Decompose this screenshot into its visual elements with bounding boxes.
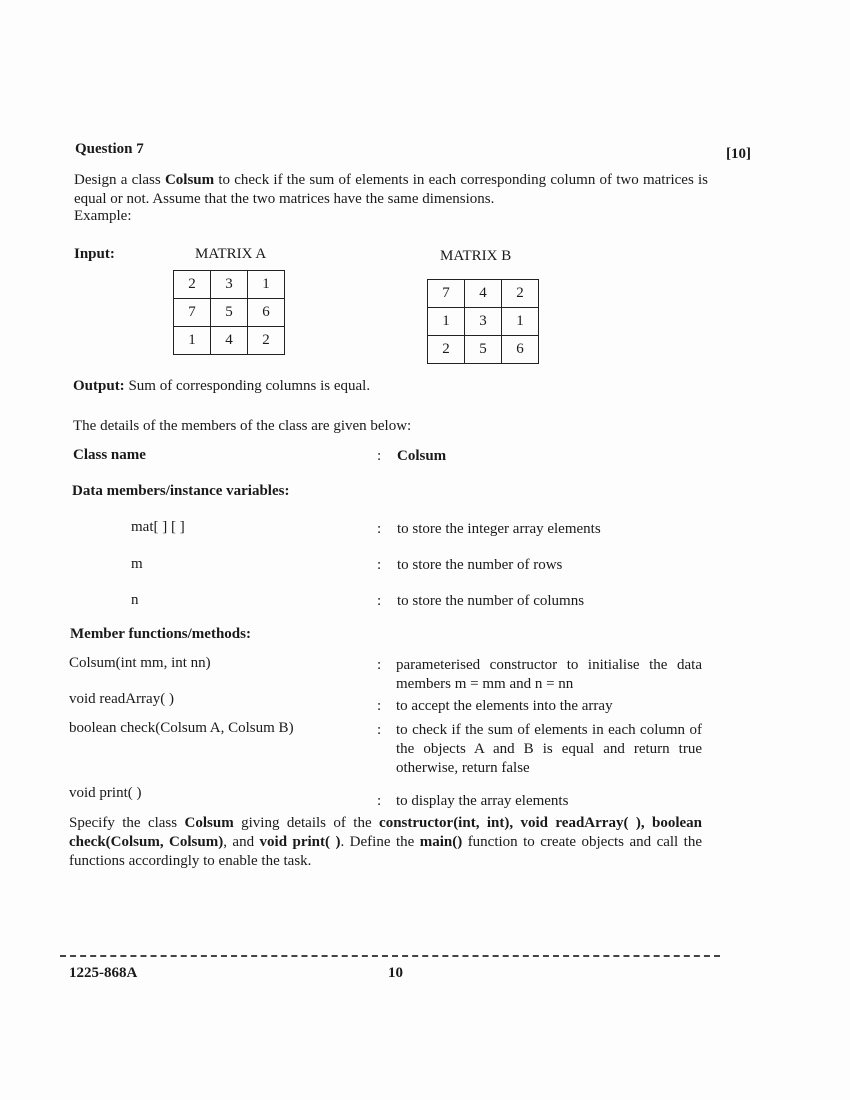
colon: :: [377, 698, 382, 714]
intro-paragraph: [74, 171, 708, 209]
specify-paragraph: [69, 814, 702, 871]
method-desc: to display the array elements: [396, 793, 569, 809]
footer-divider: [60, 955, 720, 957]
data-member-name: mat[ ] [ ]: [131, 519, 185, 535]
matrix-row: [428, 336, 539, 364]
class-name-bold: Colsum: [164, 172, 215, 188]
matrix-cell: 6: [502, 336, 539, 364]
footer-code: 1225-868A: [69, 965, 138, 981]
colon: :: [377, 557, 382, 573]
matrix-cell: 6: [248, 299, 285, 327]
class-name-label: Class name: [73, 447, 146, 463]
specify-text: , and: [223, 834, 260, 850]
matrix-cell: 5: [465, 336, 502, 364]
specify-bold: constructor(int, int), void readArray( ), boolean check(Colsum, Colsum): [69, 815, 703, 850]
matrix-row: [174, 271, 285, 299]
matrix-b-title: MATRIX B: [440, 248, 512, 264]
matrix-b-table: [427, 279, 539, 364]
method-desc: to accept the elements into the array: [396, 698, 613, 714]
matrix-cell: 7: [428, 280, 465, 308]
output-text: Sum of corresponding columns is equal.: [124, 378, 371, 394]
intro-text: to check if the sum of elements in each corresponding column of two matrices is equal or not. Assume that the two matrices have the same dimensions.: [74, 172, 708, 207]
details-intro: The details of the members of the class are given below:: [73, 418, 412, 434]
specify-text: . Define the: [340, 834, 420, 850]
matrix-cell: 1: [174, 327, 211, 355]
data-member-desc: to store the number of rows: [397, 557, 563, 573]
data-member-name: m: [131, 556, 143, 572]
matrix-cell: 2: [502, 280, 539, 308]
matrix-cell: 1: [248, 271, 285, 299]
specify-text: Specify the class: [69, 815, 185, 831]
matrix-cell: 3: [465, 308, 502, 336]
matrix-cell: 7: [174, 299, 211, 327]
method-desc: parameterised constructor to initialise the data members m = mm and n = nn: [396, 657, 702, 692]
specify-text: function to create objects and call the functions accordingly to enable the task.: [69, 834, 702, 869]
matrix-cell: 4: [211, 327, 248, 355]
colon: :: [377, 521, 382, 537]
specify-text: giving details of the: [233, 815, 380, 831]
example-label: Example:: [74, 208, 132, 224]
methods-heading: Member functions/methods:: [70, 626, 251, 642]
matrix-cell: 2: [174, 271, 211, 299]
output-label: Output:: [73, 378, 125, 394]
method-name: Colsum(int mm, int nn): [69, 655, 211, 671]
matrix-row: [428, 280, 539, 308]
matrix-row: [174, 327, 285, 355]
method-name: boolean check(Colsum A, Colsum B): [69, 720, 294, 736]
matrix-row: [174, 299, 285, 327]
colon: :: [377, 657, 382, 673]
matrix-cell: 4: [465, 280, 502, 308]
input-label: Input:: [74, 246, 115, 262]
method-desc: to check if the sum of elements in each column of the objects A and B is equal and return true otherwise, return false: [396, 722, 702, 776]
method-name: void readArray( ): [69, 691, 174, 707]
matrix-row: [428, 308, 539, 336]
data-member-name: n: [131, 592, 139, 608]
class-name-value: Colsum: [397, 448, 447, 464]
specify-bold: Colsum: [184, 815, 234, 831]
matrix-cell: 2: [248, 327, 285, 355]
matrix-cell: 1: [428, 308, 465, 336]
matrix-cell: 1: [502, 308, 539, 336]
data-members-heading: Data members/instance variables:: [72, 483, 290, 499]
colon: :: [377, 793, 382, 809]
question-marks: [10]: [726, 146, 751, 162]
specify-bold: main(): [419, 834, 463, 850]
intro-text: Design a class: [74, 172, 165, 188]
method-name: void print( ): [69, 785, 142, 801]
output-line: [73, 377, 370, 395]
matrix-cell: 3: [211, 271, 248, 299]
colon: :: [377, 722, 382, 738]
specify-bold: void print( ): [259, 834, 341, 850]
matrix-a-table: [173, 270, 285, 355]
data-member-desc: to store the integer array elements: [397, 521, 601, 537]
matrix-a-title: MATRIX A: [195, 246, 267, 262]
data-member-desc: to store the number of columns: [397, 593, 585, 609]
matrix-cell: 2: [428, 336, 465, 364]
question-title: Question 7: [75, 141, 144, 157]
page-number: 10: [388, 965, 403, 981]
matrix-cell: 5: [211, 299, 248, 327]
colon: :: [377, 448, 382, 464]
colon: :: [377, 593, 382, 609]
